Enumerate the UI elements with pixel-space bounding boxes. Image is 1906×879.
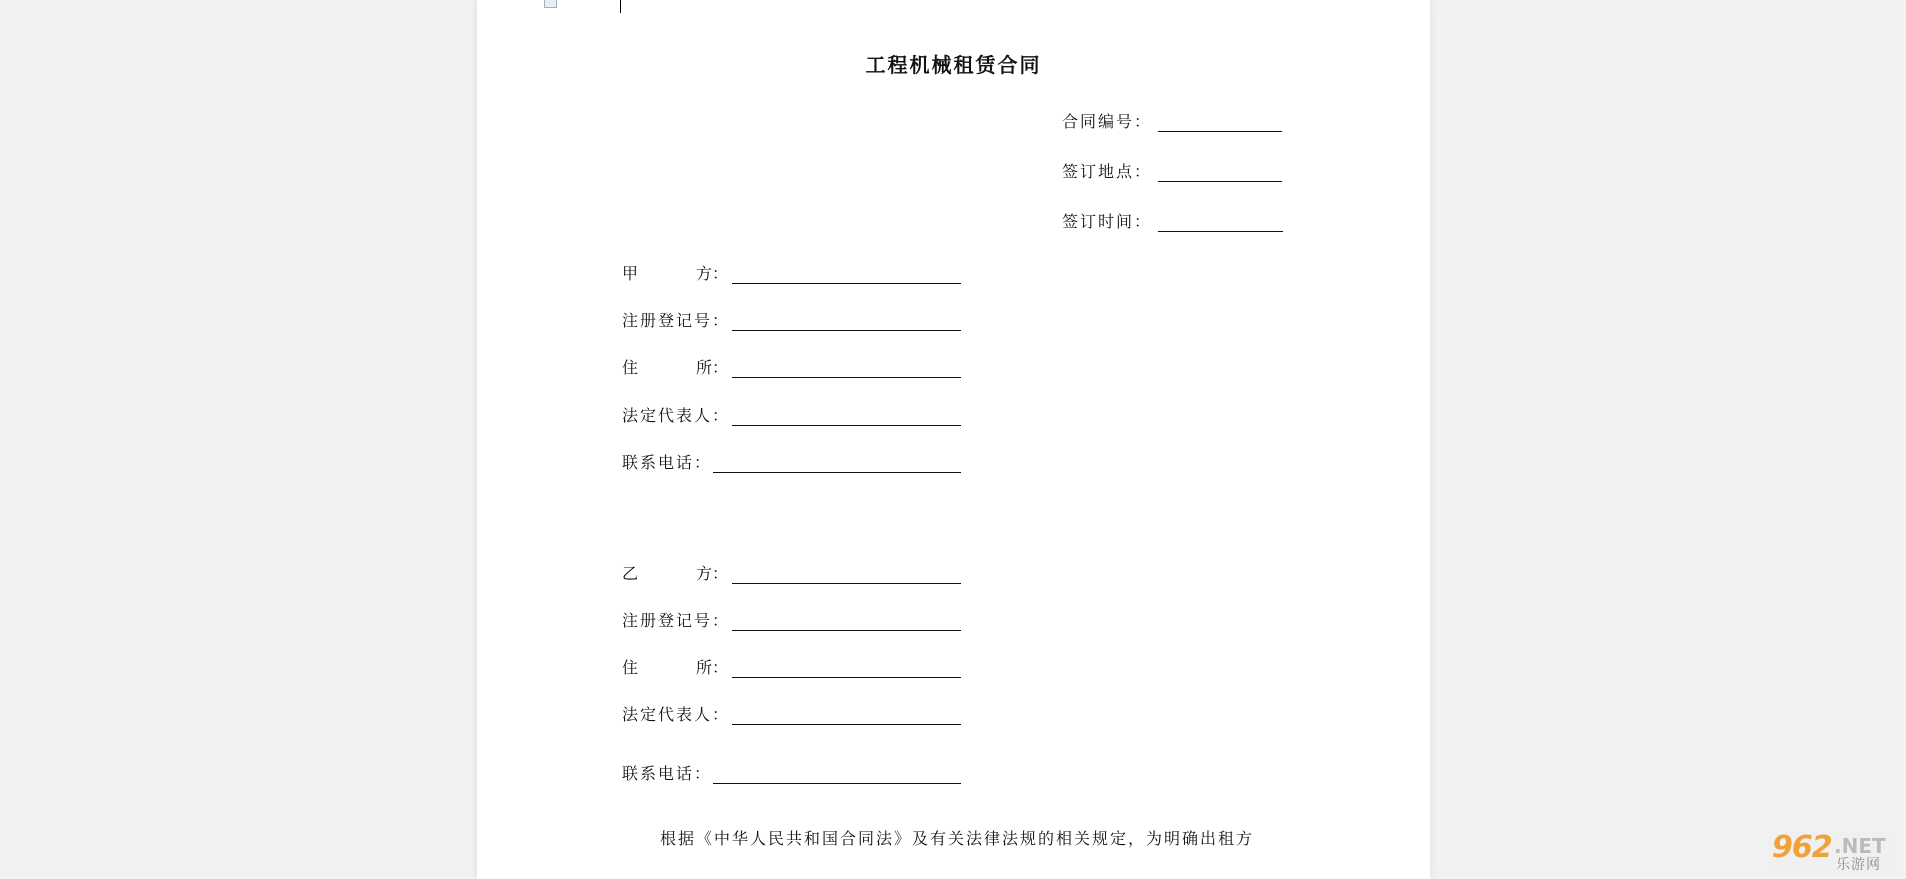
meta-contract-number xyxy=(1062,110,1282,132)
watermark-number: 962 xyxy=(1772,830,1832,865)
meta-signing-time xyxy=(1062,210,1283,232)
blank-line[interactable] xyxy=(732,706,961,725)
blank-line[interactable] xyxy=(713,454,961,473)
page-title: 工程机械租赁合同 xyxy=(865,53,1042,77)
field-label: 法定代表人： xyxy=(622,406,731,425)
meta-signing-place xyxy=(1062,160,1282,182)
field-label: 联系电话： xyxy=(622,453,713,472)
meta-blank-line[interactable] xyxy=(1158,163,1282,182)
field-label: 注册登记号： xyxy=(622,311,731,330)
body-paragraph: 根据《中华人民共和国合同法》及有关法律法规的相关规定，为明确出租方 xyxy=(660,829,1255,848)
field-label: 住 所： xyxy=(622,658,728,677)
paragraph-mark-icon xyxy=(544,0,557,8)
blank-line[interactable] xyxy=(732,312,961,331)
blank-line[interactable] xyxy=(732,359,961,378)
meta-label: 签订时间： xyxy=(1062,212,1153,231)
blank-line[interactable] xyxy=(732,565,961,584)
field-label: 联系电话： xyxy=(622,764,713,783)
party-a-address-row xyxy=(622,356,961,378)
meta-blank-line[interactable] xyxy=(1158,213,1283,232)
watermark-suffix: .NET xyxy=(1834,834,1886,858)
blank-line[interactable] xyxy=(713,765,961,784)
field-label: 甲 方： xyxy=(622,264,728,283)
meta-label: 签订地点： xyxy=(1062,162,1153,181)
party-b-legal-rep-row xyxy=(622,703,961,725)
party-a-name-row xyxy=(622,262,961,284)
field-label: 乙 方： xyxy=(622,564,728,583)
blank-line[interactable] xyxy=(732,265,961,284)
party-b-phone-row xyxy=(622,762,961,784)
blank-line[interactable] xyxy=(732,407,961,426)
site-watermark-logo xyxy=(1766,830,1898,872)
field-label: 住 所： xyxy=(622,358,728,377)
party-a-phone-row xyxy=(622,451,961,473)
text-cursor xyxy=(620,0,621,13)
watermark-subtitle: 乐游网 xyxy=(1836,857,1881,873)
meta-label: 合同编号： xyxy=(1062,112,1153,131)
meta-blank-line[interactable] xyxy=(1158,113,1282,132)
field-label: 注册登记号： xyxy=(622,611,731,630)
document-page[interactable] xyxy=(477,0,1430,879)
party-b-name-row xyxy=(622,562,961,584)
party-a-legal-rep-row xyxy=(622,404,961,426)
blank-line[interactable] xyxy=(732,659,961,678)
party-b-reg-row xyxy=(622,609,961,631)
party-b-address-row xyxy=(622,656,961,678)
field-label: 法定代表人： xyxy=(622,705,731,724)
party-a-reg-row xyxy=(622,309,961,331)
blank-line[interactable] xyxy=(732,612,961,631)
